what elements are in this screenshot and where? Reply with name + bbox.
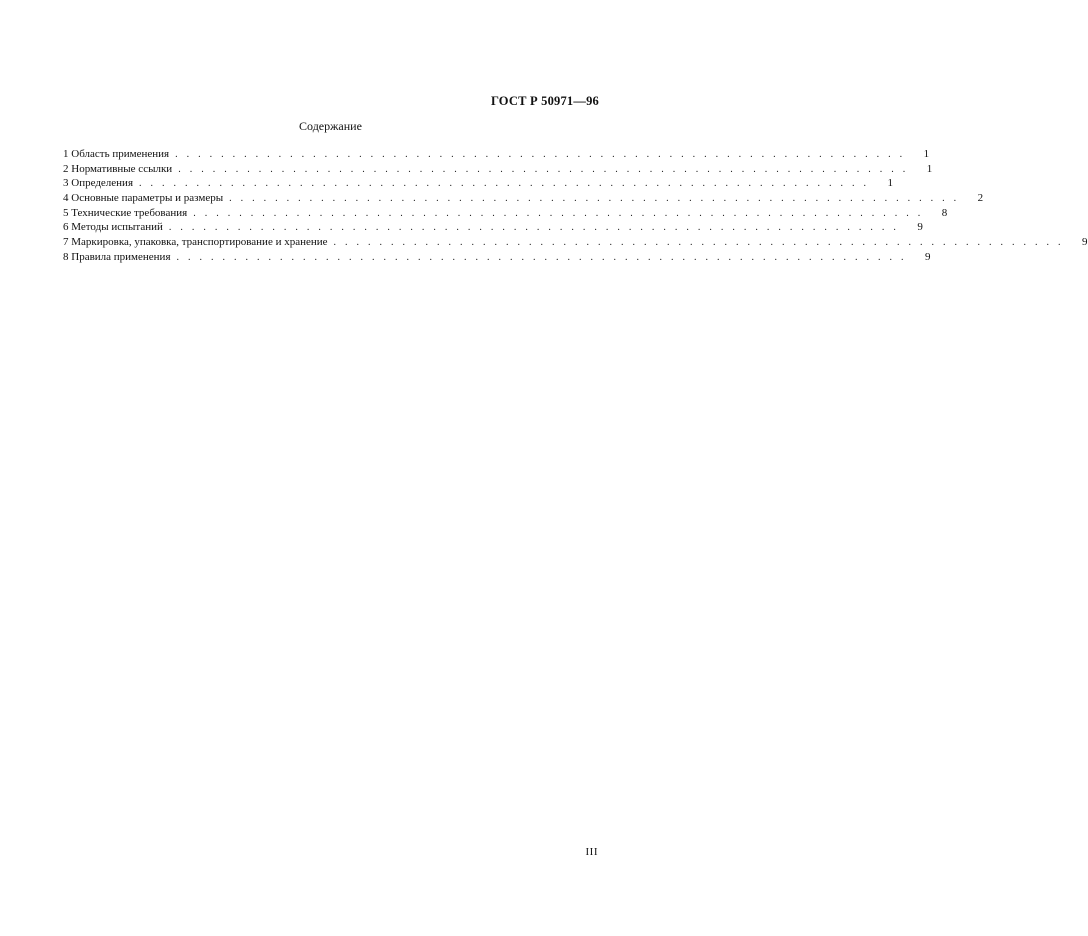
toc-dot-leader: ................................................................ — [229, 193, 966, 205]
toc-entry-label: 5 Технические требования — [63, 206, 188, 219]
document-code: ГОСТ Р 50971—96 — [490, 94, 599, 108]
toc-entry-label: 3 Определения — [63, 177, 134, 190]
toc-entry[interactable] — [63, 147, 930, 162]
table-of-contents — [63, 147, 1088, 265]
toc-title: Содержание — [299, 119, 362, 133]
toc-dot-leader: ................................................................ — [176, 251, 913, 263]
toc-entry-label: 1 Область применения — [63, 148, 170, 160]
toc-entry-page: 2 — [977, 192, 984, 205]
toc-dot-leader: ................................................................ — [168, 222, 905, 234]
toc-dot-leader: ................................................................ — [333, 237, 1070, 249]
toc-entry-page: 1 — [887, 177, 894, 190]
toc-entry-label: 4 Основные параметры и размеры — [63, 192, 224, 205]
toc-entry[interactable] — [63, 250, 931, 265]
toc-entry[interactable] — [63, 235, 1088, 250]
toc-dot-leader: ................................................................ — [178, 163, 915, 175]
page-number: III — [585, 846, 598, 858]
toc-dot-leader: ................................................................ — [139, 178, 876, 190]
toc-dot-leader: ................................................................ — [175, 149, 912, 160]
toc-entry-page: 1 — [923, 148, 930, 160]
toc-entry-label: 2 Нормативные ссылки — [63, 162, 173, 175]
toc-entry[interactable] — [63, 206, 948, 221]
toc-entry-page: 1 — [926, 162, 933, 175]
toc-entry-label: 6 Методы испытаний — [63, 221, 163, 234]
toc-entry[interactable] — [63, 220, 923, 235]
toc-entry-page: 9 — [925, 250, 931, 263]
toc-entry-page: 9 — [917, 221, 923, 234]
toc-entry-label: 8 Правила применения — [63, 250, 171, 263]
toc-entry-page: 9 — [1082, 236, 1088, 249]
toc-entry[interactable] — [63, 176, 894, 191]
toc-entry[interactable] — [63, 162, 933, 177]
toc-dot-leader: ................................................................ — [193, 207, 930, 219]
toc-entry-page: 8 — [941, 206, 948, 219]
toc-entry-label: 7 Маркировка, упаковка, транспортирование и хранение — [63, 236, 328, 249]
toc-entry[interactable] — [63, 191, 984, 206]
